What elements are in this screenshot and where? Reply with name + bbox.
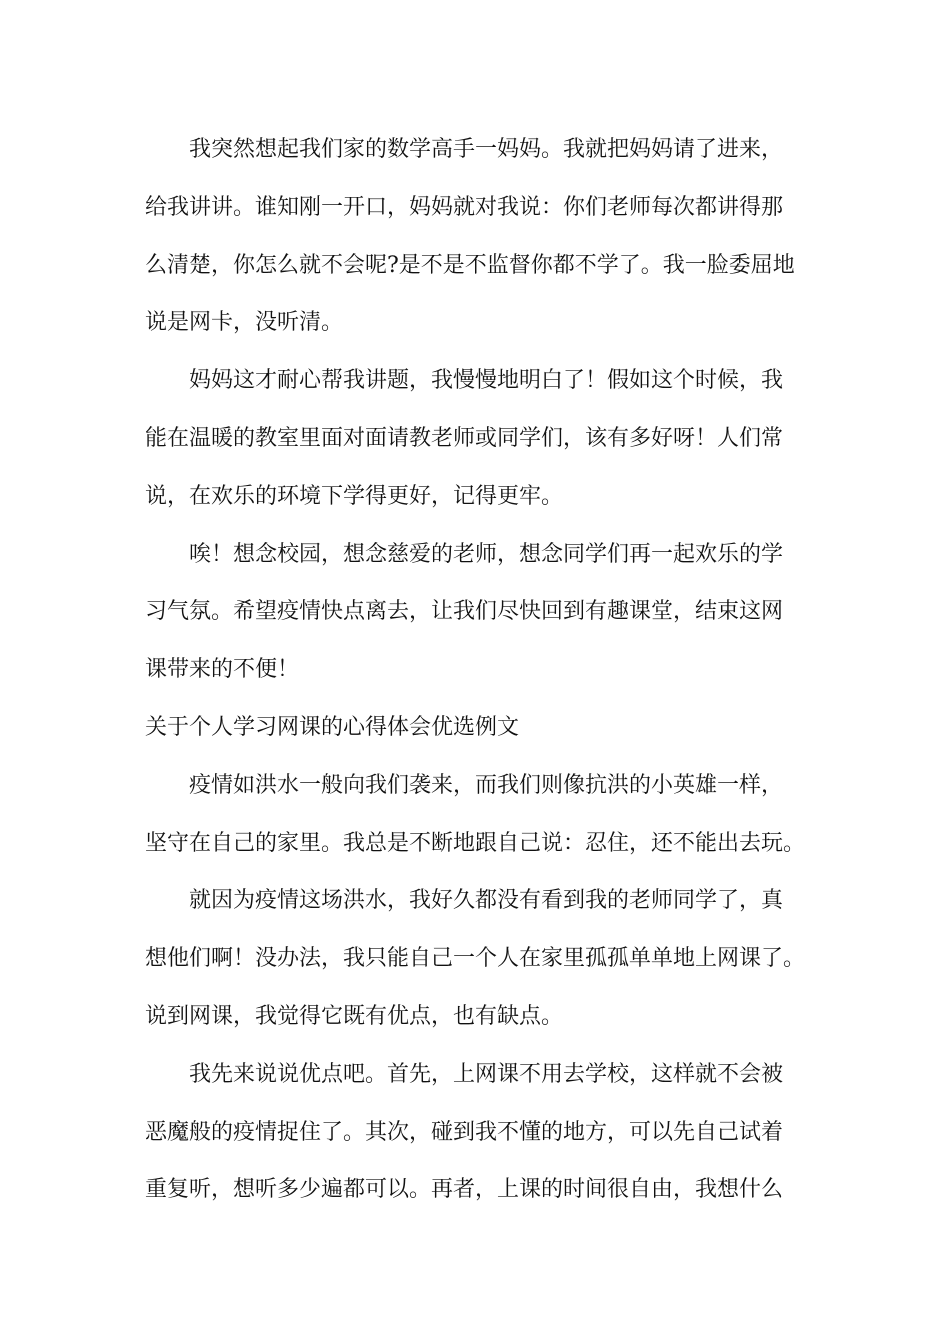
text-line: 我先来说说优点吧。首先，上网课不用去学校，这样就不会被	[189, 1061, 784, 1087]
text-line: 想他们啊！没办法，我只能自己一个人在家里孤孤单单地上网课了。	[145, 946, 806, 972]
text-line: 习气氛。希望疫情快点离去，让我们尽快回到有趣课堂，结束这网	[145, 599, 784, 625]
text-line: 就因为疫情这场洪水，我好久都没有看到我的老师同学了，真	[189, 888, 784, 914]
text-line: 唉！想念校园，想念慈爱的老师，想念同学们再一起欢乐的学	[189, 541, 784, 567]
text-line: 说，在欢乐的环境下学得更好，记得更牢。	[145, 483, 564, 509]
text-line: 说到网课，我觉得它既有优点，也有缺点。	[145, 1003, 564, 1029]
text-line: 给我讲讲。谁知刚一开口，妈妈就对我说：你们老师每次都讲得那	[145, 194, 784, 220]
text-line: 能在温暖的教室里面对面请教老师或同学们，该有多好呀！人们常	[145, 425, 784, 451]
document-body	[145, 128, 820, 1226]
text-line: 课带来的不便！	[145, 657, 300, 683]
text-line: 说是网卡，没听清。	[145, 310, 344, 336]
text-line: 么清楚，你怎么就不会呢?是不是不监督你都不学了。我一脸委屈地	[145, 252, 795, 278]
text-line: 重复听，想听多少遍都可以。再者，上课的时间很自由，我想什么	[145, 1177, 784, 1203]
text-line: 恶魔般的疫情捉住了。其次，碰到我不懂的地方，可以先自己试着	[145, 1119, 784, 1145]
text-line: 我突然想起我们家的数学高手一妈妈。我就把妈妈请了进来，	[189, 137, 784, 162]
text-line: 坚守在自己的家里。我总是不断地跟自己说：忍住，还不能出去玩。	[145, 830, 806, 856]
section-heading: 关于个人学习网课的心得体会优选例文	[145, 714, 520, 740]
text-line: 妈妈这才耐心帮我讲题，我慢慢地明白了！假如这个时候，我	[189, 368, 784, 394]
text-line: 疫情如洪水一般向我们袭来，而我们则像抗洪的小英雄一样，	[189, 772, 784, 798]
